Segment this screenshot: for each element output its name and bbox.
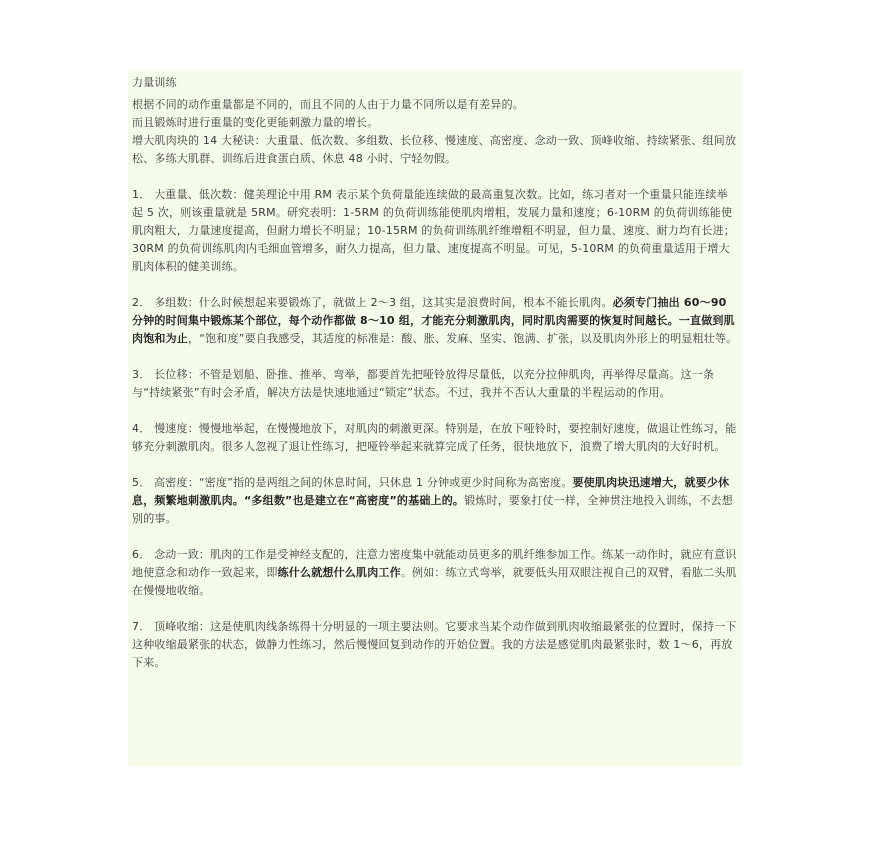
intro-line-2: 而且锻炼时进行重量的变化更能刺激力量的增长。: [132, 116, 379, 129]
section-1: [132, 186, 738, 276]
section-7-text: 7． 顶峰收缩：这是使肌肉线条练得十分明显的一项主要法则。它要求当某个动作做到肌肉收缩最紧张的位置时，保持一下这种收缩最紧张的状态，做静力性练习，然后慢慢回复到动作的开始位置。我的方法是感觉肌肉最紧张时，数 1～6，再放下来。: [132, 620, 737, 669]
intro-line-1: 根据不同的动作重量都是不同的，而且不同的人由于力量不同所以是有差异的。: [132, 98, 524, 111]
section-5: [132, 474, 738, 528]
section-6-text-b: 。例如：练立式弯举，就要低头用双眼注视自己的双臂，看肱二头肌在慢慢地收缩。: [132, 566, 737, 597]
section-3-text: 3． 长位移：不管是划船、卧推、推举、弯举，都要首先把哑铃放得尽量低，以充分拉伸肌肉，再举得尽量高。这一条与“持续紧张”有时会矛盾，解决方法是快速地通过“锁定”状态。不过，我并不否认大重量的半程运动的作用。: [132, 368, 715, 399]
section-5-bold: 要使肌肉块迅速增大，就要少休息，频繁地刺激肌肉。“多组数”也是建立在“高密度”的基础上的。: [132, 476, 730, 507]
section-6-bold: 练什么就想什么肌肉工作: [277, 566, 401, 579]
section-4-text: 4． 慢速度：慢慢地举起，在慢慢地放下，对肌肉的刺激更深。特别是，在放下哑铃时，要控制好速度，做退让性练习，能够充分刺激肌肉。很多人忽视了退让性练习，把哑铃举起来就算完成了任务，很快地放下，浪费了增大肌肉的大好时机。: [132, 422, 737, 453]
section-5-text-b: 锻炼时，要象打仗一样，全神贯注地投入训练，不去想别的事。: [132, 494, 733, 525]
section-6: [132, 546, 738, 600]
section-2-text-a: 2． 多组数：什么时候想起来要锻炼了，就做上 2～3 组，这其实是浪费时间，根本不能长肌肉。: [132, 296, 613, 309]
section-2: [132, 294, 738, 348]
section-1-text: 1． 大重量、低次数：健美理论中用 RM 表示某个负荷量能连续做的最高重复次数。比如，练习者对一个重量只能连续举起 5 次，则该重量就是 5RM。研究表明：1-5RM 的负荷训练能使肌肉增粗，发展力量和速度；6-10RM 的负荷训练能使肌肉粗大，力量速度提高，但耐力增长不明显；10-15RM 的负荷训练肌纤维增粗不明显，但力量、速度、耐力均有长进；30RM 的负荷训练肌肉内毛细血管增多，耐久力提高，但力量、速度提高不明显。可见，5-10RM 的负荷重量适用于增大肌肉体积的健美训练。: [132, 188, 735, 273]
intro-line-3: 增大肌肉块的 14 大秘诀：大重量、低次数、多组数、长位移、慢速度、高密度、念动一致、顶峰收缩、持续紧张、组间放松、多练大肌群、训练后进食蛋白质、休息 48 小时、宁轻勿假。: [132, 134, 737, 165]
section-5-text-a: 5． 高密度：“密度”指的是两组之间的休息时间，只休息 1 分钟或更少时间称为高密度。: [132, 476, 573, 489]
section-6-text-a: 6． 念动一致：肌肉的工作是受神经支配的，注意力密度集中就能动员更多的肌纤维参加工作。练某一动作时，就应有意识地使意念和动作一致起来，即: [132, 548, 737, 579]
section-3: [132, 366, 738, 402]
section-4: [132, 420, 738, 456]
section-7: [132, 618, 738, 672]
document-page: [128, 70, 742, 766]
section-2-text-b: ，“饱和度”要自我感受，其适度的标准是：酸、胀、发麻、坚实、饱满、扩张，以及肌肉外形上的明显粗壮等。: [188, 332, 738, 345]
document-title: 力量训练: [132, 76, 177, 89]
section-2-bold: 必须专门抽出 60～90 分钟的时间集中锻炼某个部位，每个动作都做 8～10 组，才能充分刺激肌肉，同时肌肉需要的恢复时间越长。一直做到肌肉饱和为止: [132, 296, 735, 345]
